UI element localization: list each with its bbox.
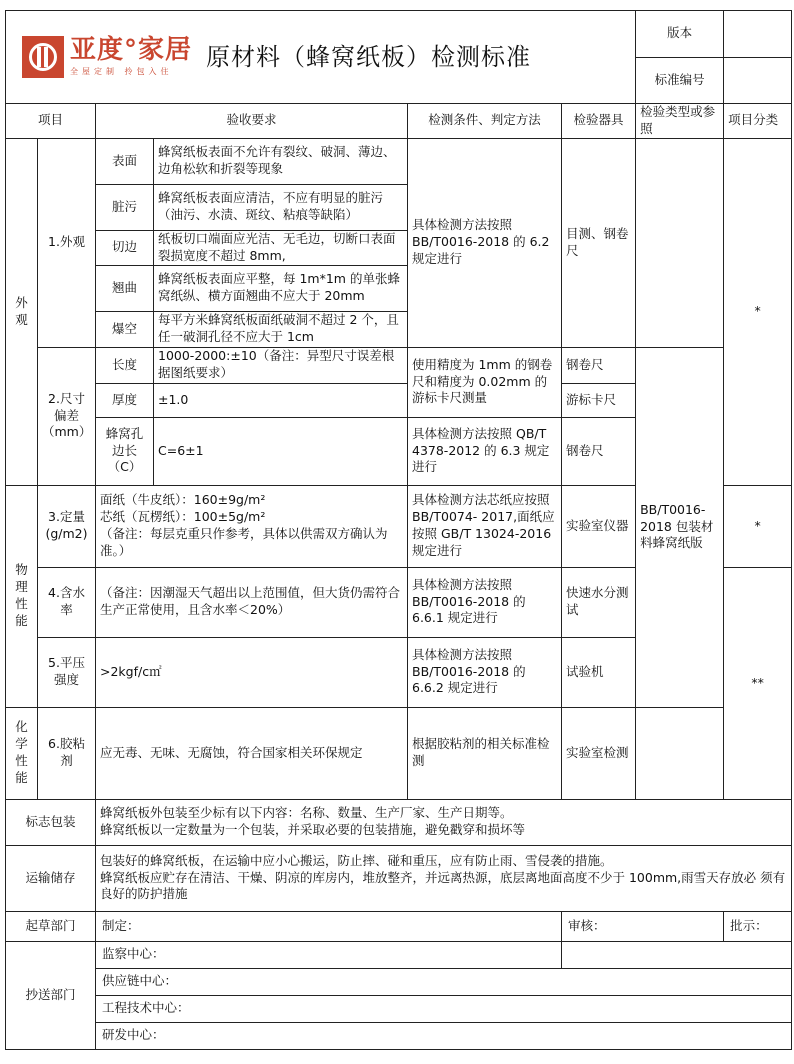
marking-text	[96, 799, 792, 845]
transport-line: 蜂窝纸板应贮存在清洁、干燥、阴凉的库房内，堆放整齐，并远离热源，底层离地面高度不少于 100mm,雨雪天存放必 须有良好的防护措施	[100, 869, 786, 902]
header-item: 项目	[6, 104, 96, 139]
weight-req-line: 芯纸（瓦楞纸）：100±5g/m²	[100, 509, 266, 525]
deviation-sub: 厚度	[96, 383, 154, 417]
deviation-tool-length: 钢卷尺	[562, 347, 636, 383]
drafting-label: 起草部门	[6, 911, 96, 941]
flat-method: 具体检测方法按照 BB/T0016-2018 的 6.6.2 规定进行	[408, 637, 562, 707]
group-physical: 物理性能	[6, 485, 38, 707]
appearance-method: 具体检测方法按照 BB/T0016-2018 的 6.2 规定进行	[408, 138, 562, 347]
cc-item: 监察中心：	[96, 941, 562, 968]
cc-item: 研发中心：	[96, 1022, 792, 1049]
deviation-req: 1000-2000:±10（备注：异型尺寸误差根据图纸要求）	[154, 347, 408, 383]
appearance-tool: 目测、钢卷尺	[562, 138, 636, 347]
appearance-label: 1.外观	[38, 138, 96, 347]
transport-line: 包装好的蜂窝纸板，在运输中应小心搬运，防止摔、碰和重压，应有防止雨、雪侵袭的措施。	[100, 852, 613, 868]
title-block	[6, 11, 636, 104]
code-value	[724, 57, 792, 104]
code-label: 标准编号	[636, 57, 724, 104]
group-chemical: 化学性能	[6, 707, 38, 799]
weight-req-line: 面纸（牛皮纸）：160±9g/m²	[100, 492, 266, 508]
header-requirement: 验收要求	[96, 104, 408, 139]
header-method: 检测条件、判定方法	[408, 104, 562, 139]
appearance-sub: 脏污	[96, 184, 154, 230]
weight-requirement	[96, 485, 408, 567]
version-value	[724, 11, 792, 58]
transport-text	[96, 845, 792, 911]
type-ref: BB/T0016-2018 包装材料蜂窝纸版	[636, 347, 724, 707]
deviation-sub: 长度	[96, 347, 154, 383]
approve-field: 批示：	[724, 911, 792, 941]
weight-method: 具体检测方法芯纸应按照 BB/T0074- 2017,面纸应按照 GB/T 13024-2016 规定进行	[408, 485, 562, 567]
document-title: 原材料（蜂窝纸板）检测标准	[206, 42, 532, 71]
appearance-sub: 表面	[96, 138, 154, 184]
adhesive-method: 根据胶粘剂的相关标准检测	[408, 707, 562, 799]
marking-label: 标志包装	[6, 799, 96, 845]
deviation-tool-cell: 钢卷尺	[562, 417, 636, 485]
adhesive-type-ref-empty	[636, 707, 724, 799]
appearance-req: 蜂窝纸板表面不允许有裂纹、破洞、薄边、边角松软和折裂等现象	[154, 138, 408, 184]
deviation-sub: 蜂窝孔边长（C）	[96, 417, 154, 485]
appearance-type-ref-empty	[636, 138, 724, 347]
group-appearance: 外观	[6, 138, 38, 485]
cc-item: 供应链中心：	[96, 968, 792, 995]
deviation-req: ±1.0	[154, 383, 408, 417]
category-2: *	[724, 485, 792, 567]
appearance-req: 每平方米蜂窝纸板面纸破洞不超过 2 个，且任一破洞孔径不应大于 1cm	[154, 311, 408, 347]
deviation-label: 2.尺寸偏差（mm）	[38, 347, 96, 485]
deviation-req: C=6±1	[154, 417, 408, 485]
deviation-method-1: 使用精度为 1mm 的钢卷尺和精度为 0.02mm 的游标卡尺测量	[408, 347, 562, 417]
made-by-field: 制定：	[96, 911, 562, 941]
deviation-tool-thickness: 游标卡尺	[562, 383, 636, 417]
weight-req-line: （备注：每层克重只作参考，具体以供需双方确认为准。）	[100, 526, 388, 558]
version-label: 版本	[636, 11, 724, 58]
category-3: **	[724, 567, 792, 799]
header-type-ref: 检验类型或参照	[636, 104, 724, 139]
flat-req: >2kgf/c㎡	[96, 637, 408, 707]
brand	[70, 36, 192, 77]
appearance-req: 纸板切口端面应光洁、无毛边，切断口表面裂损宽度不超过 8mm,	[154, 230, 408, 265]
category-1: *	[724, 138, 792, 485]
flat-tool: 试验机	[562, 637, 636, 707]
transport-label: 运输储存	[6, 845, 96, 911]
deviation-method-2: 具体检测方法按照 QB/T 4378-2012 的 6.3 规定进行	[408, 417, 562, 485]
review-field: 审核：	[562, 911, 724, 941]
yadu-logo-icon	[22, 36, 64, 78]
cc-item: 工程技术中心：	[96, 995, 792, 1022]
weight-label: 3.定量(g/m2)	[38, 485, 96, 567]
inspection-standard-table	[5, 10, 792, 1050]
appearance-sub: 爆空	[96, 311, 154, 347]
adhesive-tool: 实验室检测	[562, 707, 636, 799]
appearance-sub: 翘曲	[96, 265, 154, 311]
cc-label: 抄送部门	[6, 941, 96, 1049]
marking-line: 蜂窝纸板以一定数量为一个包装，并采取必要的包装措施，避免戳穿和损坏等	[100, 822, 526, 837]
moisture-method: 具体检测方法按照 BB/T0016-2018 的 6.6.1 规定进行	[408, 567, 562, 637]
moisture-label: 4.含水率	[38, 567, 96, 637]
flat-label: 5.平压强度	[38, 637, 96, 707]
brand-tagline: 全屋定制 拎包入住	[70, 66, 173, 76]
brand-name: 亚度°家居	[70, 35, 193, 66]
header-category: 项目分类	[724, 104, 792, 139]
moisture-req: （备注：因潮湿天气超出以上范围值，但大货仍需符合生产正常使用，且含水率＜20%）	[96, 567, 408, 637]
adhesive-req: 应无毒、无味、无腐蚀，符合国家相关环保规定	[96, 707, 408, 799]
moisture-tool: 快速水分测试	[562, 567, 636, 637]
appearance-req: 蜂窝纸板表面应清洁，不应有明显的脏污（油污、水渍、斑纹、粘痕等缺陷）	[154, 184, 408, 230]
header-tool: 检验器具	[562, 104, 636, 139]
page-top-margin	[0, 0, 794, 6]
adhesive-label: 6.胶粘剂	[38, 707, 96, 799]
cc-item-blank	[562, 941, 792, 968]
appearance-sub: 切边	[96, 230, 154, 265]
weight-tool: 实验室仪器	[562, 485, 636, 567]
marking-line: 蜂窝纸板外包装至少标有以下内容：名称、数量、生产厂家、生产日期等。	[100, 805, 513, 821]
appearance-req: 蜂窝纸板表面应平整，每 1m*1m 的单张蜂窝纸纵、横方面翘曲不应大于 20mm	[154, 265, 408, 311]
